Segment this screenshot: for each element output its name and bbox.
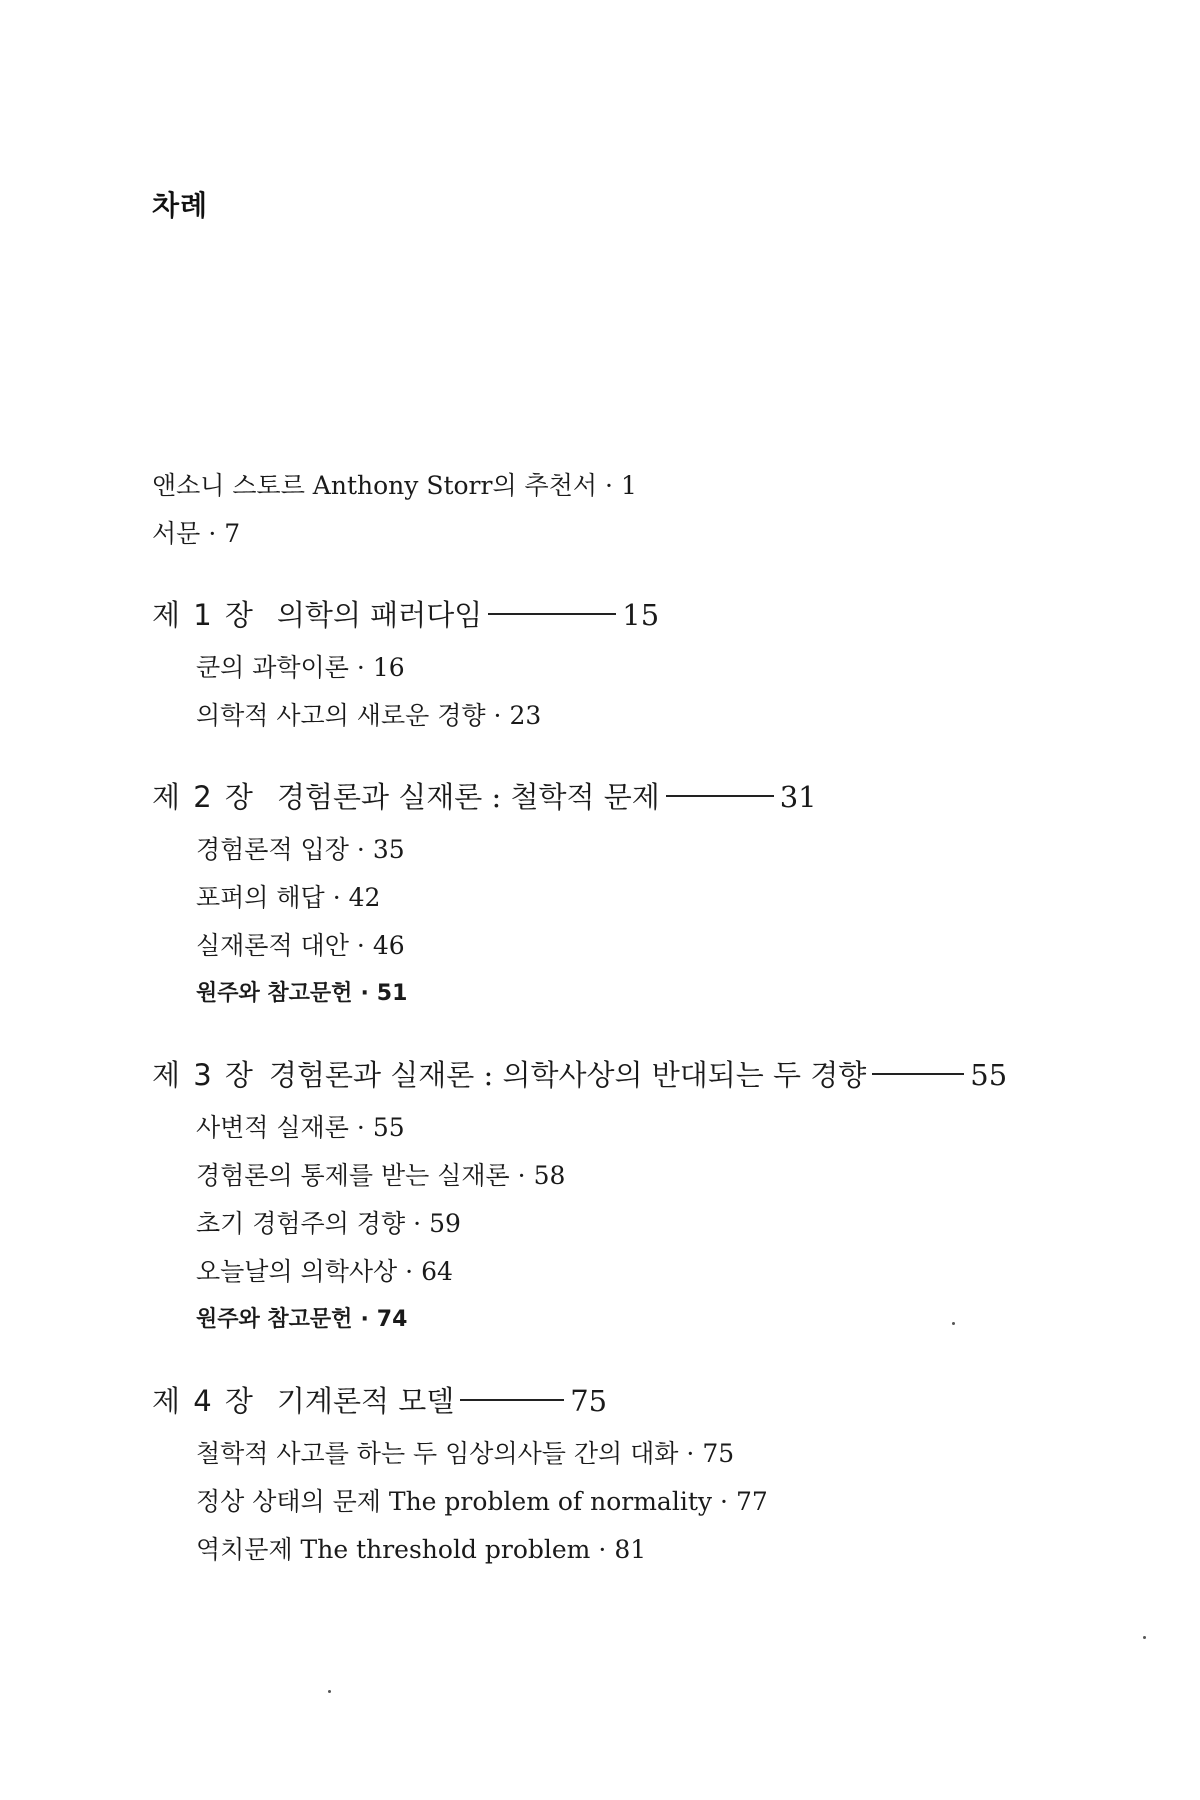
section-item[interactable] [196,826,1052,874]
section-title: 원주와 참고문헌 [196,981,353,1006]
section-page: 64 [421,1257,453,1286]
scan-speck [328,1690,331,1693]
chapter-label: 제 2 장 [152,780,255,814]
chapter-page: 15 [622,598,660,632]
section-title: 실재론적 대안 [196,931,349,960]
section-title: 경험론의 통제를 받는 실재론 [196,1161,510,1190]
separator-dot: · [356,931,365,960]
section-list [152,1430,1052,1574]
chapter-name: 의학의 패러다임 [276,598,483,632]
chapter-label: 제 4 장 [152,1384,255,1418]
section-page: 77 [735,1487,768,1516]
separator-dot: · [413,1209,422,1238]
section-title: 정상 상태의 문제 The problem of normality [196,1487,712,1516]
section-item[interactable] [196,692,1052,740]
section-item[interactable] [196,922,1052,970]
separator-dot: · [360,981,369,1006]
entry-page: 7 [224,519,241,548]
separator-dot: · [720,1487,728,1516]
section-list [152,1104,1052,1344]
section-title: 의학적 사고의 새로운 경향 [196,701,486,730]
page-heading: 차례 [152,189,209,222]
section-item[interactable] [196,1152,1052,1200]
section-list [152,826,1052,1018]
chapter-title[interactable] [152,586,1052,644]
section-title: 원주와 참고문헌 [196,1307,353,1332]
section-item[interactable] [196,1104,1052,1152]
chapter-label: 제 1 장 [152,598,255,632]
separator-dot: · [517,1161,526,1190]
separator-dot: · [605,471,613,500]
section-page: 59 [429,1209,461,1238]
section-page: 46 [372,931,405,960]
toc-entry-preface[interactable] [152,510,1052,558]
section-page: 42 [348,883,381,912]
chapter-label: 제 3 장 [152,1058,255,1092]
section-title: 경험론적 입장 [196,835,349,864]
chapter-page: 31 [779,780,817,814]
section-page: 35 [372,835,405,864]
separator-dot: · [332,883,341,912]
separator-dot: · [356,653,365,682]
separator-dot: · [405,1257,414,1286]
entry-title: 서문 [152,519,201,548]
section-page: 51 [376,981,408,1006]
leader-line [460,1399,564,1401]
section-title: 포퍼의 해답 [196,883,325,912]
section-item[interactable] [196,644,1052,692]
toc-entry-recommendation[interactable] [152,462,1052,510]
chapter-page: 75 [570,1384,608,1418]
chapter-title[interactable] [152,768,1052,826]
section-item-notes[interactable] [196,1296,1052,1344]
section-item[interactable] [196,1430,1052,1478]
separator-dot: · [208,519,217,548]
separator-dot: · [360,1307,369,1332]
leader-line [666,795,774,797]
section-title: 초기 경험주의 경향 [196,1209,406,1238]
section-title: 오늘날의 의학사상 [196,1257,398,1286]
scan-speck [1143,1636,1146,1639]
section-page: 75 [702,1439,735,1468]
separator-dot: · [686,1439,695,1468]
section-item-notes[interactable] [196,970,1052,1018]
chapter-name: 경험론과 실재론 : 철학적 문제 [276,780,660,814]
leader-line [872,1073,964,1075]
chapter-page: 55 [970,1058,1008,1092]
section-item[interactable] [196,874,1052,922]
section-page: 74 [376,1307,408,1332]
chapter-title[interactable] [152,1046,1052,1104]
section-page: 81 [614,1535,647,1564]
section-title: 사변적 실재론 [196,1113,349,1142]
section-item[interactable] [196,1200,1052,1248]
table-of-contents [152,462,1052,1574]
separator-dot: · [356,1113,365,1142]
chapter-3 [152,1046,1052,1344]
section-title: 역치문제 The threshold problem [196,1535,591,1564]
section-page: 23 [509,701,542,730]
section-item[interactable] [196,1248,1052,1296]
entry-title: 앤소니 스토르 Anthony Storr의 추천서 [152,471,597,500]
scan-speck [952,1322,955,1325]
separator-dot: · [493,701,502,730]
separator-dot: · [356,835,365,864]
section-item[interactable] [196,1478,1052,1526]
section-title: 철학적 사고를 하는 두 임상의사들 간의 대화 [196,1439,679,1468]
chapter-name: 기계론적 모델 [276,1384,455,1418]
section-item[interactable] [196,1526,1052,1574]
section-list [152,644,1052,740]
chapter-1 [152,586,1052,740]
separator-dot: · [598,1535,607,1564]
section-page: 58 [533,1161,566,1190]
section-page: 55 [372,1113,405,1142]
section-page: 16 [372,653,405,682]
front-matter [152,462,1052,558]
chapter-name: 경험론과 실재론 : 의학사상의 반대되는 두 경향 [268,1058,867,1092]
leader-line [488,613,616,615]
chapter-2 [152,768,1052,1018]
chapter-title[interactable] [152,1372,1052,1430]
section-title: 쿤의 과학이론 [196,653,349,682]
chapter-4 [152,1372,1052,1574]
entry-page: 1 [620,471,637,500]
